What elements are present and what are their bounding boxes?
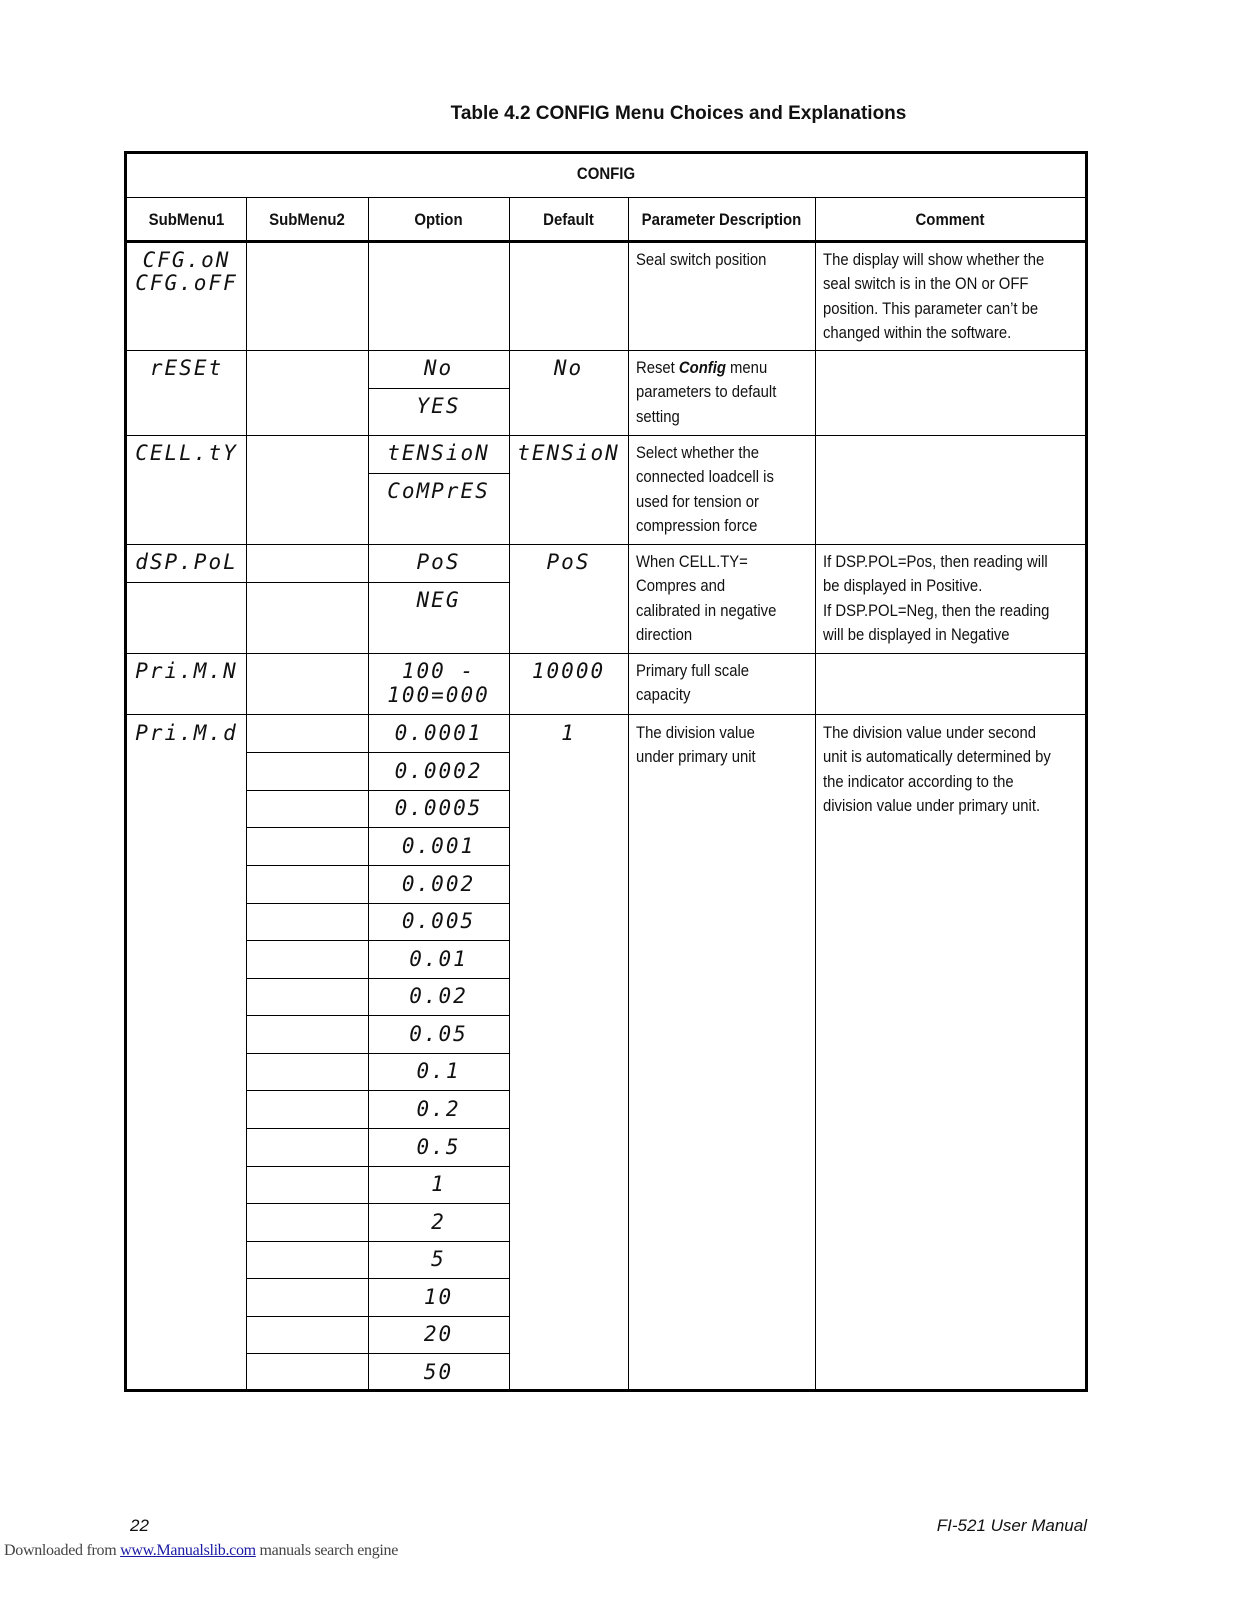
seal-description: Seal switch position	[636, 251, 767, 269]
rule	[127, 582, 509, 583]
option-division: 0.0005	[394, 796, 483, 820]
rule	[246, 1316, 509, 1317]
rule	[127, 350, 1085, 351]
option-division: 0.005	[401, 909, 476, 933]
option-reset-yes: YES	[416, 394, 461, 418]
rule	[246, 1241, 509, 1242]
dsp-pol-comment	[823, 550, 1055, 647]
rule	[246, 1090, 509, 1091]
rule	[246, 197, 247, 1389]
option-division: 0.2	[416, 1097, 461, 1121]
rule	[127, 435, 1085, 436]
option-division: 0.5	[416, 1135, 461, 1159]
header-option: Option	[414, 210, 463, 229]
submenu1-cell-ty: CELL.tY	[135, 441, 238, 465]
option-division: 0.1	[416, 1059, 461, 1083]
submenu1-cfg-on: CFG.oN	[142, 248, 231, 272]
option-division: 0.0002	[394, 759, 483, 783]
option-division: 0.02	[409, 984, 468, 1008]
option-compres: CoMPrES	[387, 479, 490, 503]
manualslib-link[interactable]: www.Manualslib.com	[120, 1542, 256, 1559]
rule	[246, 865, 509, 866]
option-division: 0.0001	[394, 721, 483, 745]
default-cell-ty: tENSioN	[517, 441, 620, 465]
default-pri-m-n: 10000	[531, 659, 606, 683]
table-caption: CONFIG	[576, 164, 636, 183]
header-submenu1: SubMenu1	[148, 210, 225, 229]
rule	[246, 903, 509, 904]
option-division: 0.05	[409, 1022, 468, 1046]
option-division: 50	[423, 1360, 454, 1384]
rule	[246, 940, 509, 941]
download-notice: Downloaded from www.Manualslib.com manuals search engine	[4, 1542, 399, 1559]
header-comment: Comment	[915, 210, 985, 229]
rule	[368, 473, 509, 474]
default-dsp-pol: PoS	[546, 550, 591, 574]
rule	[246, 978, 509, 979]
option-division: 5	[431, 1247, 446, 1271]
manual-title: FI-521 User Manual	[936, 1516, 1087, 1535]
rule	[246, 827, 509, 828]
rule	[246, 1166, 509, 1167]
reset-description: Reset Config menu parameters to default setting	[636, 359, 777, 426]
rule	[246, 1278, 509, 1279]
rule	[127, 714, 1085, 715]
dsp-pol-comment-line: If DSP.POL=Pos, then reading will be displayed in Positive.	[823, 553, 1048, 596]
option-range-low: 100 -	[401, 659, 476, 683]
pri-m-d-comment: The division value under second unit is automatically determined by the indicator according to the division value under primary unit.	[823, 724, 1051, 815]
config-table	[124, 151, 1088, 1392]
rule	[127, 544, 1085, 545]
header-parameter-description: Parameter Description	[641, 210, 802, 229]
cell-ty-description: Select whether the connected loadcell is used for tension or compression force	[636, 444, 774, 535]
option-division: 0.001	[401, 834, 476, 858]
pri-m-d-description: The division value under primary unit	[636, 724, 756, 767]
rule	[246, 752, 509, 753]
header-submenu2: SubMenu2	[269, 210, 345, 229]
option-range-high: 100=000	[387, 683, 490, 707]
option-division: 0.01	[409, 947, 468, 971]
option-division: 0.002	[401, 872, 476, 896]
rule	[127, 197, 1085, 198]
header-default: Default	[543, 210, 594, 229]
dsp-pol-comment-line: If DSP.POL=Neg, then the reading will be displayed in Negative	[823, 601, 1050, 644]
dsp-pol-description: When CELL.TY= Compres and calibrated in negative direction	[636, 553, 777, 644]
rule	[127, 240, 1085, 243]
option-pos: PoS	[416, 550, 461, 574]
rule	[246, 790, 509, 791]
rule	[246, 1053, 509, 1054]
page-number: 22	[130, 1516, 149, 1535]
option-division: 2	[431, 1210, 446, 1234]
table-title: Table 4.2 CONFIG Menu Choices and Explanations	[450, 103, 907, 124]
pri-m-n-description: Primary full scale capacity	[636, 662, 750, 705]
submenu1-pri-m-d: Pri.M.d	[135, 721, 238, 745]
submenu1-cfg-off: CFG.oFF	[135, 271, 238, 295]
rule	[628, 197, 629, 1389]
default-reset: No	[553, 356, 584, 380]
rule	[127, 653, 1085, 654]
rule	[246, 1015, 509, 1016]
option-division: 1	[431, 1172, 446, 1196]
option-division: 10	[423, 1285, 454, 1309]
seal-comment: The display will show whether the seal switch is in the ON or OFF position. This parameter can’t be changed within the software.	[823, 251, 1045, 342]
option-tension: tENSioN	[387, 441, 490, 465]
option-reset-no: No	[423, 356, 454, 380]
rule	[815, 197, 816, 1389]
default-pri-m-d: 1	[561, 721, 576, 745]
rule	[246, 1203, 509, 1204]
rule	[246, 1353, 509, 1354]
submenu1-dsp-pol: dSP.PoL	[135, 550, 238, 574]
rule	[246, 1128, 509, 1129]
submenu1-reset: rESEt	[149, 356, 224, 380]
option-division: 20	[423, 1322, 454, 1346]
submenu1-pri-m-n: Pri.M.N	[135, 659, 238, 683]
option-neg: NEG	[416, 588, 461, 612]
rule	[368, 388, 509, 389]
